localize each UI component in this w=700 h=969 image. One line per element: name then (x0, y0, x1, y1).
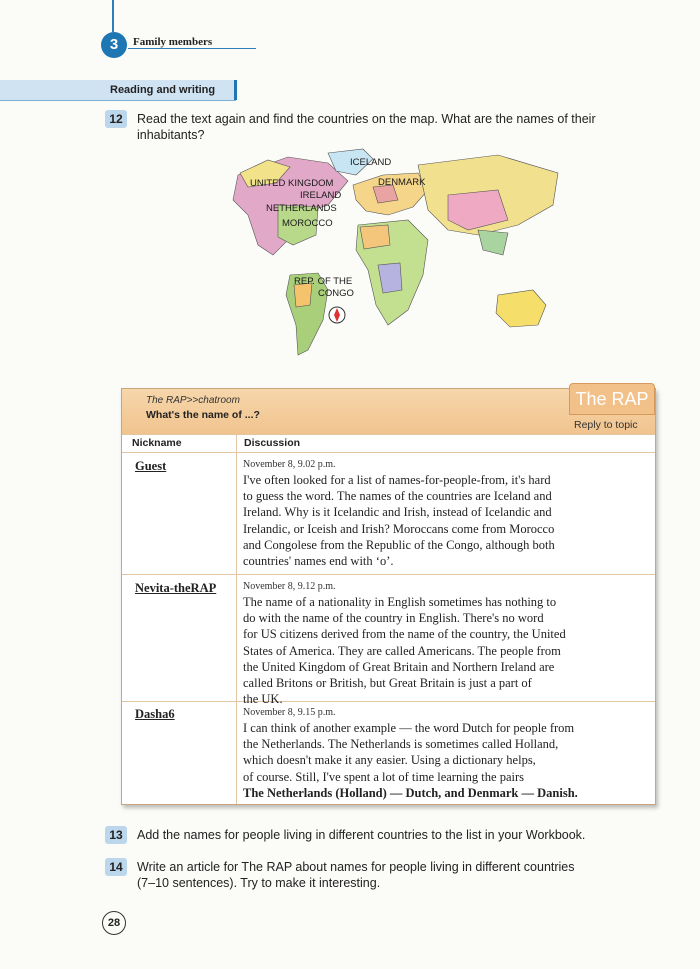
table-rule (122, 452, 655, 453)
post-2-date: November 8, 9.12 p.m. (243, 581, 336, 592)
post-3-date: November 8, 9.15 p.m. (243, 707, 336, 718)
chatroom-panel (121, 388, 656, 805)
table-column-divider (236, 434, 237, 804)
post-1-date: November 8, 9.02 p.m. (243, 459, 336, 470)
map-label-congo-2: CONGO (318, 288, 354, 299)
map-label-denmark: DENMARK (378, 177, 426, 188)
section-bar-tab (234, 80, 237, 100)
task-13-number: 13 (105, 826, 127, 844)
the-rap-logo: The RAP (569, 383, 655, 415)
map-label-morocco: MOROCCO (282, 218, 333, 229)
column-header-nickname: Nickname (132, 437, 182, 449)
task-14-text: Write an article for The RAP about names for people living in different countries (7–10 sentences). Try to make it interesting. (137, 860, 575, 890)
map-label-ireland: IRELAND (300, 190, 342, 201)
table-rule (122, 434, 655, 435)
task-12-number: 12 (105, 110, 127, 128)
column-header-discussion: Discussion (244, 437, 301, 449)
post-1-nickname[interactable]: Guest (135, 459, 167, 473)
chatroom-path: The RAP>>chatroom (146, 395, 240, 406)
task-14-number: 14 (105, 858, 127, 876)
map-label-netherlands: NETHERLANDS (266, 203, 337, 214)
unit-number-badge: 3 (101, 32, 127, 58)
unit-title: Family members (133, 36, 213, 48)
post-2-message: The name of a nationality in English sometimes has nothing to do with the name of the country in English. There's no word for US citizens derived from the name of the country, the United States of America. They are called Americans. The people from the United Kingdom of Great Britain and Northern Ireland are called Britons or British, but Great Britain is just a part of the UK. (243, 595, 566, 707)
post-3-message: I can think of another example — the word Dutch for people from the Netherlands. The Netherlands is sometimes called Holland, which doesn't make it any easier. Using a dictionary helps, of course. Still, I've spent a lot of time learning the pairs The Netherlands (Holland) — Dutch, and Denmark — Danish. (243, 721, 578, 800)
table-rule (122, 574, 655, 575)
map-label-congo-1: REP. OF THE (294, 276, 353, 287)
post-3-nickname[interactable]: Dasha6 (135, 707, 175, 721)
map-label-uk: UNITED KINGDOM (250, 178, 334, 189)
unit-title-rule (128, 48, 256, 49)
world-map (178, 145, 572, 373)
unit-header-line (112, 0, 114, 32)
task-13-text: Add the names for people living in different countries to the list in your Workbook. (137, 828, 586, 842)
task-12-text: Read the text again and find the countries on the map. What are the names of their inhabitants? (137, 112, 596, 142)
section-title: Reading and writing (110, 84, 216, 96)
post-1-message: I've often looked for a list of names-for-people-from, it's hard to guess the word. The names of the countries are Iceland and Ireland. Why is it Icelandic and Irish, instead of Icelandic and Irelandic, or Iceish and Irish? Moroccans come from Morocco and Congolese from the Republic of the Congo, although both countries' names end with ‘o’. (243, 473, 555, 569)
reply-to-topic-link[interactable]: Reply to topic (574, 419, 638, 431)
map-label-iceland: ICELAND (350, 157, 392, 168)
chatroom-topic: What's the name of ...? (146, 409, 260, 421)
post-2-nickname[interactable]: Nevita-theRAP (135, 581, 217, 595)
page-number: 28 (102, 911, 126, 935)
